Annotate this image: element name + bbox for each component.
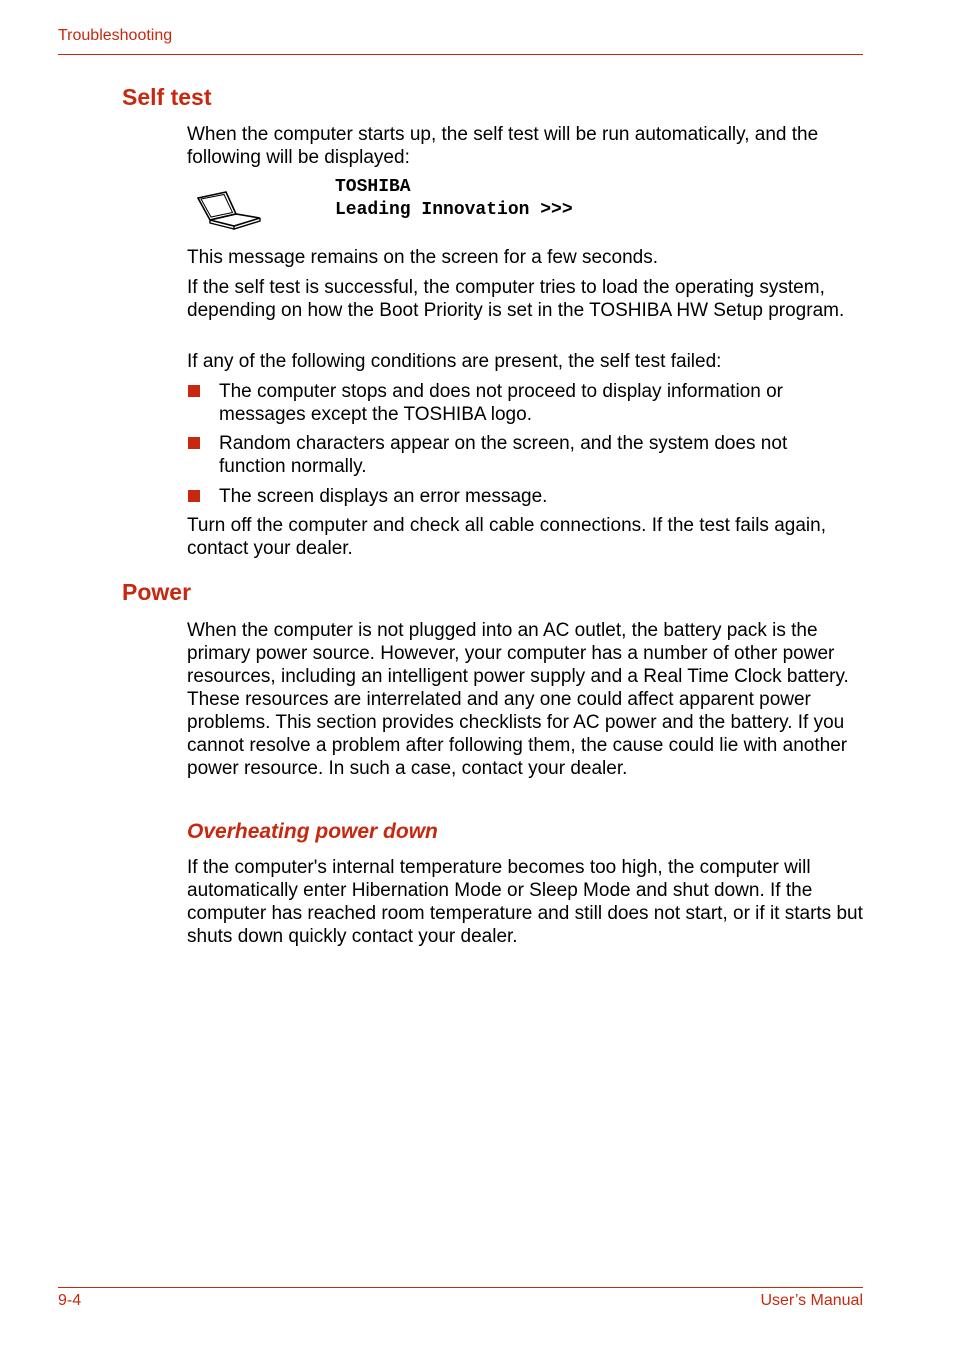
self-test-paragraph-1: This message remains on the screen for a few seconds. xyxy=(187,247,659,268)
self-test-paragraph-3: If any of the following conditions are present, the self test failed: xyxy=(187,351,722,372)
bullet-square-icon xyxy=(188,385,200,397)
self-test-paragraph-2: If the self test is successful, the computer tries to load the operating system, depending on how the Boot Priority is set in the TOSHIBA HW Setup program. xyxy=(187,277,845,321)
laptop-icon xyxy=(196,190,262,232)
footer-manual-title: User’s Manual xyxy=(760,1292,863,1309)
footer-page-number: 9-4 xyxy=(58,1292,82,1309)
bullet-square-icon xyxy=(188,437,200,449)
section-heading-self-test: Self test xyxy=(122,84,212,110)
self-test-intro: When the computer starts up, the self test will be run automatically, and the following will be displayed: xyxy=(187,124,819,168)
display-message-line1: TOSHIBA xyxy=(335,177,411,197)
bullet-text: Random characters appear on the screen, and the system does not function normally. xyxy=(219,433,788,477)
header-rule xyxy=(58,54,863,55)
power-paragraph-1: When the computer is not plugged into an AC outlet, the battery pack is the primary power source. However, your computer has a number of other power resources, including an intelligent power supply and a Real Time Clock battery. These resources are interrelated and any one could affect apparent power problems. This section provides checklists for AC power and the battery. If you cannot resolve a problem after following them, the cause could lie with another power resource. In such a case, contact your dealer. xyxy=(187,620,849,779)
bullet-item xyxy=(187,380,867,426)
self-test-paragraph-4: Turn off the computer and check all cable connections. If the test fails again, contact your dealer. xyxy=(187,515,826,559)
bullet-text: The screen displays an error message. xyxy=(219,486,548,507)
subheading-overheating: Overheating power down xyxy=(187,820,438,843)
bullet-item xyxy=(187,485,867,508)
power-paragraph-2: If the computer's internal temperature becomes too high, the computer will automatically enter Hibernation Mode or Sleep Mode and shut down. If the computer has reached room temperature and still does not start, or if it starts but shuts down quickly contact your dealer. xyxy=(187,857,863,947)
bullet-item xyxy=(187,432,867,478)
bullet-square-icon xyxy=(188,490,200,502)
section-heading-power: Power xyxy=(122,579,192,605)
running-header: Troubleshooting xyxy=(58,27,173,44)
display-message-line2: Leading Innovation >>> xyxy=(335,200,573,220)
bullet-text: The computer stops and does not proceed to display information or messages except the TOSHIBA logo. xyxy=(219,381,783,425)
footer-rule xyxy=(58,1287,863,1288)
